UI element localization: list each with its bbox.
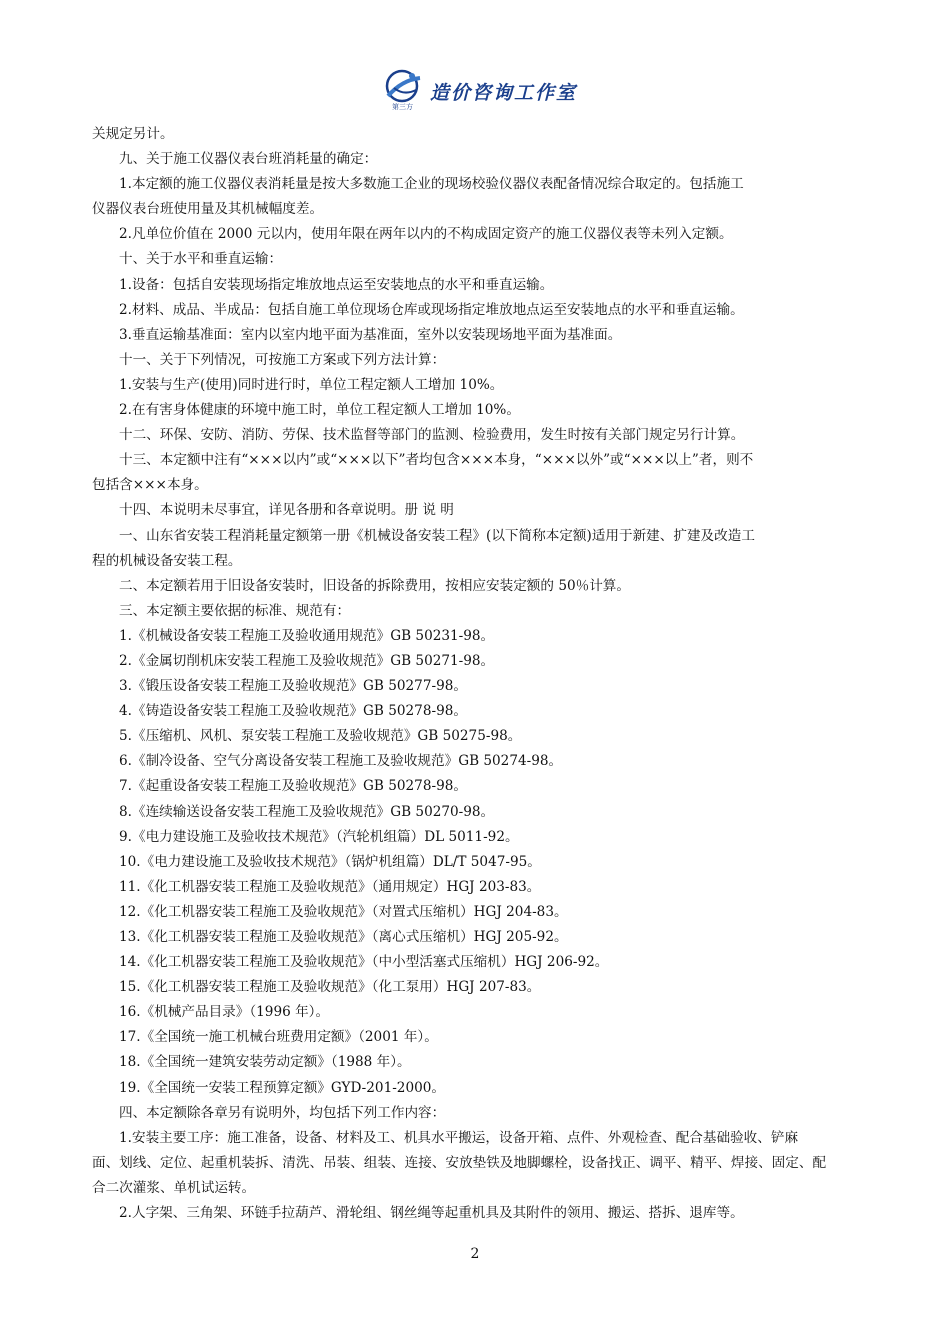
logo-subtitle: 第三方 bbox=[392, 103, 413, 111]
text-line: 4.《铸造设备安装工程施工及验收规范》GB 50278-98。 bbox=[119, 703, 467, 720]
text-line: 十二、环保、安防、消防、劳保、技术监督等部门的监测、检验费用，发生时按有关部门规定另行计算。 bbox=[119, 427, 745, 444]
text-line: 6.《制冷设备、空气分离设备安装工程施工及验收规范》GB 50274-98。 bbox=[119, 753, 563, 770]
text-line: 19.《全国统一安装工程预算定额》GYD-201-2000。 bbox=[119, 1079, 445, 1096]
text-line: 十一、关于下列情况，可按施工方案或下列方法计算： bbox=[119, 351, 446, 368]
text-line: 九、关于施工仪器仪表台班消耗量的确定： bbox=[119, 151, 378, 168]
text-line: 10.《电力建设施工及验收技术规范》（锅炉机组篇）DL/T 5047-95。 bbox=[119, 853, 541, 870]
text-line: 15.《化工机器安装工程施工及验收规范》（化工泵用）HGJ 207-83。 bbox=[119, 979, 541, 996]
text-line: 2.人字架、三角架、环链手拉葫芦、滑轮组、钢丝绳等起重机具及其附件的领用、搬运、搭拆、退库等。 bbox=[119, 1205, 744, 1222]
logo-text: 造价咨询工作室 bbox=[430, 82, 578, 104]
text-line: 三、本定额主要依据的标准、规范有： bbox=[119, 602, 351, 619]
text-line: 9.《电力建设施工及验收技术规范》（汽轮机组篇）DL 5011-92。 bbox=[119, 828, 519, 845]
text-line: 14.《化工机器安装工程施工及验收规范》（中小型活塞式压缩机）HGJ 206-92。 bbox=[119, 954, 609, 971]
text-line: 包括含×××本身。 bbox=[92, 477, 208, 494]
text-line: 12.《化工机器安装工程施工及验收规范》（对置式压缩机）HGJ 204-83。 bbox=[119, 903, 568, 920]
text-line: 2.《金属切削机床安装工程施工及验收规范》GB 50271-98。 bbox=[119, 652, 495, 669]
text-line: 十四、本说明未尽事宜，详见各册和各章说明。册 说 明 bbox=[119, 502, 454, 519]
text-line: 18.《全国统一建筑安装劳动定额》（1988 年）。 bbox=[119, 1054, 411, 1071]
text-line: 7.《起重设备安装工程施工及验收规范》GB 50278-98。 bbox=[119, 778, 467, 795]
text-line: 仪器仪表台班使用量及其机械幅度差。 bbox=[92, 201, 324, 218]
text-line: 关规定另计。 bbox=[92, 126, 174, 142]
text-line: 二、本定额若用于旧设备安装时，旧设备的拆除费用，按相应安装定额的 50％计算。 bbox=[119, 577, 630, 594]
text-line: 面、划线、定位、起重机装拆、清洗、吊装、组装、连接、安放垫铁及地脚螺栓，设备找正、调平、精平、焊接、固定、配 bbox=[92, 1154, 827, 1171]
text-line: 5.《压缩机、风机、泵安装工程施工及验收规范》GB 50275-98。 bbox=[119, 728, 522, 745]
text-line: 8.《连续输送设备安装工程施工及验收规范》GB 50270-98。 bbox=[119, 803, 495, 820]
text-line: 13.《化工机器安装工程施工及验收规范》（离心式压缩机）HGJ 205-92。 bbox=[119, 929, 568, 945]
text-line: 程的机械设备安装工程。 bbox=[92, 552, 242, 569]
text-line: 十、关于水平和垂直运输： bbox=[119, 251, 283, 268]
page-header bbox=[0, 60, 950, 120]
text-line: 1.本定额的施工仪器仪表消耗量是按大多数施工企业的现场校验仪器仪表配备情况综合取定的。包括施工 bbox=[119, 176, 744, 193]
text-line: 17.《全国统一施工机械台班费用定额》（2001 年）。 bbox=[119, 1029, 438, 1046]
text-line: 3.《锻压设备安装工程施工及验收规范》GB 50277-98。 bbox=[119, 678, 467, 695]
text-line: 2.材料、成品、半成品：包括自施工单位现场仓库或现场指定堆放地点运至安装地点的水平和垂直运输。 bbox=[119, 301, 744, 318]
text-line: 1.安装主要工序：施工准备，设备、材料及工、机具水平搬运，设备开箱、点件、外观检查、配合基础验收、铲麻 bbox=[119, 1129, 799, 1146]
text-line: 11.《化工机器安装工程施工及验收规范》（通用规定）HGJ 203-83。 bbox=[119, 878, 541, 895]
text-line: 十三、本定额中注有“×××以内”或“×××以下”者均包含×××本身，“×××以外”或“×××以上”者，则不 bbox=[119, 452, 754, 469]
text-line: 3.垂直运输基准面：室内以室内地平面为基准面，室外以安装现场地平面为基准面。 bbox=[119, 326, 622, 343]
text-line: 四、本定额除各章另有说明外，均包括下列工作内容： bbox=[119, 1104, 446, 1121]
text-line: 2.凡单位价值在 2000 元以内，使用年限在两年以内的不构成固定资产的施工仪器仪表等未列入定额。 bbox=[119, 226, 733, 243]
text-line: 2.在有害身体健康的环境中施工时，单位工程定额人工增加 10%。 bbox=[119, 402, 520, 419]
text-line: 合二次灌浆、单机试运转。 bbox=[92, 1179, 256, 1196]
text-line: 1.安装与生产(使用)同时进行时，单位工程定额人工增加 10%。 bbox=[119, 376, 504, 393]
text-line: 一、山东省安装工程消耗量定额第一册《机械设备安装工程》(以下简称本定额)适用于新建、扩建及改造工 bbox=[119, 527, 755, 544]
text-line: 1.《机械设备安装工程施工及验收通用规范》GB 50231-98。 bbox=[119, 627, 495, 644]
text-line: 1.设备：包括自安装现场指定堆放地点运至安装地点的水平和垂直运输。 bbox=[119, 276, 554, 293]
page-number: 2 bbox=[470, 1246, 480, 1262]
text-line: 16.《机械产品目录》（1996 年）。 bbox=[119, 1004, 330, 1021]
document-body bbox=[92, 122, 862, 1226]
